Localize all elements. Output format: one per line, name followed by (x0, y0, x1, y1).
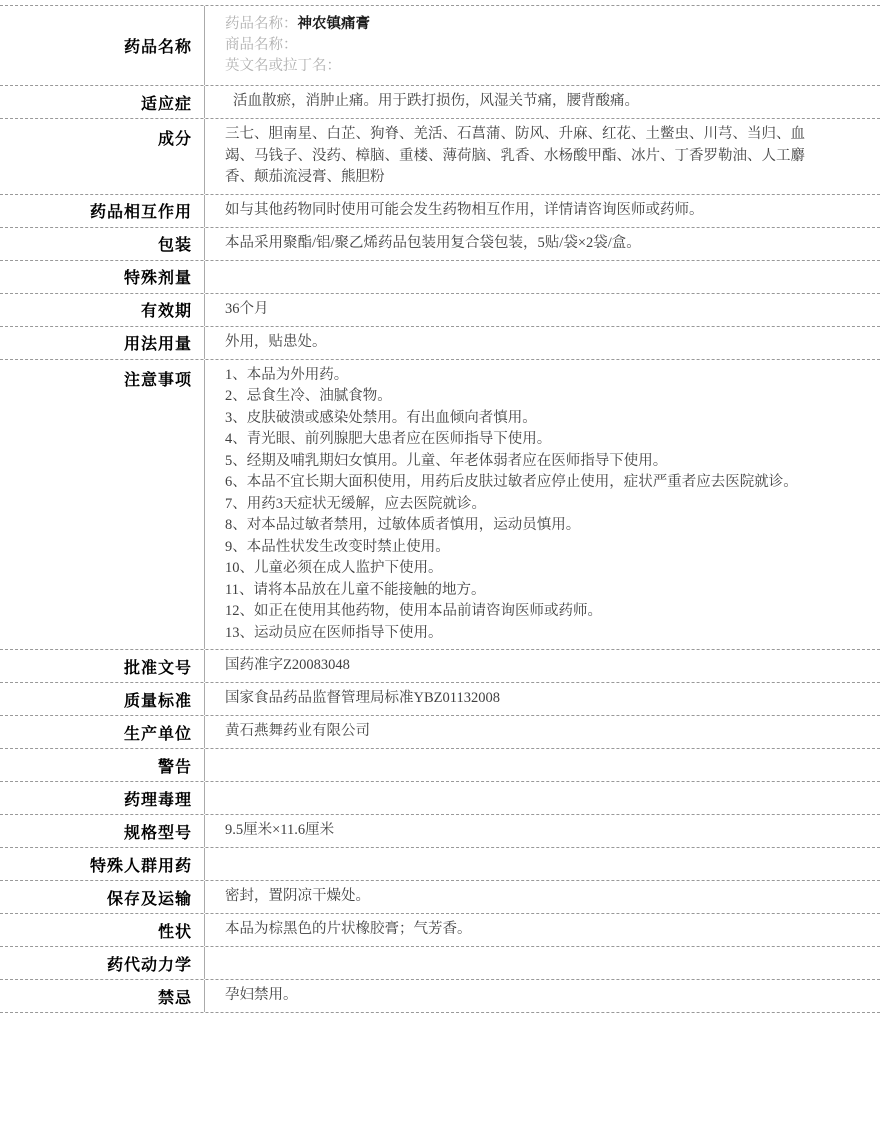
precaution-line: 6、本品不宜长期大面积使用，用药后皮肤过敏者应停止使用，症状严重者应去医院就诊。 (225, 474, 798, 490)
content-drug-name (205, 6, 880, 85)
content-drug-interactions: 如与其他药物同时使用可能会发生药物相互作用，详情请咨询医师或药师。 (225, 201, 704, 218)
label-shelf-life: 有效期 (0, 294, 205, 326)
content-specification: 9.5厘米×11.6厘米 (225, 822, 335, 839)
row-pharmacokinetics (0, 947, 880, 980)
row-properties (0, 914, 880, 947)
label-properties: 性状 (0, 914, 205, 946)
row-warning (0, 749, 880, 782)
label-warning: 警告 (0, 749, 205, 781)
content-ingredients: 三七、胆南星、白芷、狗脊、羌活、石菖蒲、防风、升麻、红花、土鳖虫、川芎、当归、血竭、马钱子、没药、樟脑、重楼、薄荷脑、乳香、水杨酸甲酯、冰片、丁香罗勒油、人工麝香、颠茄流浸膏、熊胆粉 (225, 126, 805, 185)
row-contraindications (0, 980, 880, 1013)
precaution-line: 10、儿童必须在成人监护下使用。 (225, 560, 443, 576)
row-special-populations (0, 848, 880, 881)
precaution-line: 2、忌食生冷、油腻食物。 (225, 388, 392, 404)
latin-name-field-label: 英文名或拉丁名： (225, 58, 341, 74)
content-quality-standard: 国家食品药品监督管理局标准YBZ01132008 (225, 690, 500, 707)
content-usage-dosage: 外用，贴患处。 (225, 333, 327, 350)
precaution-line: 11、请将本品放在儿童不能接触的地方。 (225, 581, 486, 598)
row-drug-name (0, 6, 880, 86)
label-pharmacokinetics: 药代动力学 (0, 947, 205, 979)
label-storage-transport: 保存及运输 (0, 881, 205, 913)
row-shelf-life (0, 294, 880, 327)
precaution-line: 8、对本品过敏者禁用，过敏体质者慎用，运动员慎用。 (225, 517, 581, 533)
label-drug-interactions: 药品相互作用 (0, 195, 205, 227)
content-storage-transport: 密封，置阴凉干燥处。 (225, 888, 370, 905)
row-drug-interactions (0, 195, 880, 228)
content-indications: 活血散瘀，消肿止痛。用于跌打损伤，风湿关节痛，腰背酸痛。 (233, 93, 639, 110)
row-approval-number (0, 650, 880, 683)
label-ingredients: 成分 (0, 119, 205, 194)
precaution-line: 13、运动员应在医师指导下使用。 (225, 624, 443, 641)
row-precautions (0, 360, 880, 651)
label-quality-standard: 质量标准 (0, 683, 205, 715)
trade-name-line (225, 35, 825, 56)
generic-name-field-label: 药品名称： (225, 16, 298, 32)
row-packaging (0, 228, 880, 261)
content-shelf-life: 36个月 (225, 300, 269, 317)
row-ingredients (0, 119, 880, 195)
precaution-line: 7、用药3天症状无缓解，应去医院就诊。 (225, 495, 486, 512)
content-approval-number: 国药准字Z20083048 (225, 657, 350, 674)
content-contraindications: 孕妇禁用。 (225, 987, 298, 1004)
drug-info-table (0, 5, 880, 1013)
row-indications (0, 86, 880, 119)
latin-name-line (225, 56, 825, 77)
trade-name-field-label: 商品名称： (225, 37, 298, 53)
generic-name-line (225, 14, 825, 35)
label-specification: 规格型号 (0, 815, 205, 847)
row-special-dosage (0, 261, 880, 294)
precaution-line: 1、本品为外用药。 (225, 366, 349, 383)
label-precautions: 注意事项 (0, 360, 205, 650)
row-pharmacology-toxicology (0, 782, 880, 815)
label-packaging: 包装 (0, 228, 205, 260)
row-manufacturer (0, 716, 880, 749)
content-manufacturer: 黄石燕舞药业有限公司 (225, 723, 370, 740)
precaution-line: 3、皮肤破溃或感染处禁用。有出血倾向者慎用。 (225, 409, 537, 426)
content-precautions (205, 360, 880, 650)
label-pharmacology-toxicology: 药理毒理 (0, 782, 205, 814)
precaution-line: 12、如正在使用其他药物，使用本品前请咨询医师或药师。 (225, 603, 602, 619)
content-packaging: 本品采用聚酯/铝/聚乙烯药品包装用复合袋包装，5贴/袋×2袋/盒。 (225, 234, 641, 251)
label-indications: 适应症 (0, 86, 205, 118)
row-storage-transport (0, 881, 880, 914)
row-quality-standard (0, 683, 880, 716)
label-manufacturer: 生产单位 (0, 716, 205, 748)
label-contraindications: 禁忌 (0, 980, 205, 1012)
generic-name-value: 神农镇痛膏 (297, 16, 370, 32)
label-approval-number: 批准文号 (0, 650, 205, 682)
precaution-line: 5、经期及哺乳期妇女慎用。儿童、年老体弱者应在医师指导下使用。 (225, 452, 668, 469)
label-special-dosage: 特殊剂量 (0, 261, 205, 293)
content-properties: 本品为棕黑色的片状橡胶膏；气芳香。 (225, 921, 472, 938)
precaution-line: 4、青光眼、前列腺肥大患者应在医师指导下使用。 (225, 431, 552, 447)
precaution-line: 9、本品性状发生改变时禁止使用。 (225, 538, 450, 555)
row-specification (0, 815, 880, 848)
label-special-populations: 特殊人群用药 (0, 848, 205, 880)
row-usage-dosage (0, 327, 880, 360)
label-usage-dosage: 用法用量 (0, 327, 205, 359)
label-drug-name: 药品名称 (0, 6, 205, 85)
